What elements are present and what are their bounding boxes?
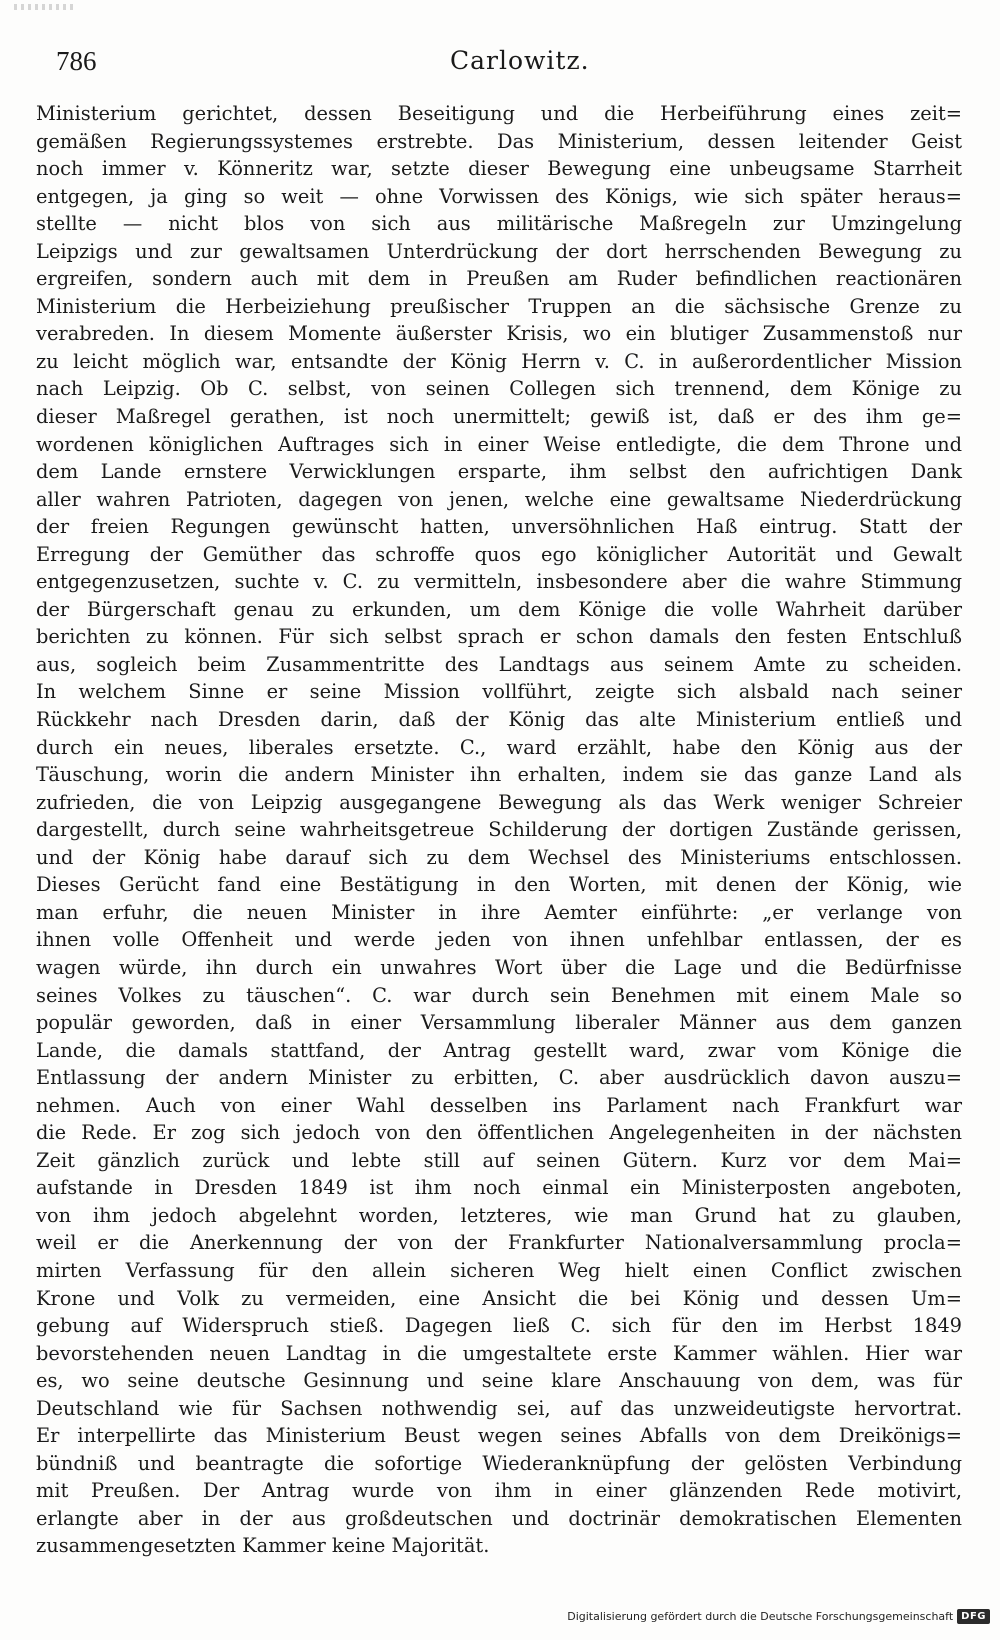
text-line: erlangte aber in der aus großdeutschen und doctrinär demokratischen Elementen bbox=[36, 1506, 962, 1530]
text-line: Erregung der Gemüther das schroffe quos ego königlicher Autorität und Gewalt bbox=[36, 542, 962, 566]
text-line: Täuschung, worin die andern Minister ihn erhalten, indem sie das ganze Land als bbox=[36, 763, 962, 787]
page-header bbox=[40, 42, 960, 82]
text-line: Ministerium die Herbeiziehung preußischer Truppen an die sächsische Grenze zu bbox=[36, 294, 962, 318]
text-line: stellte — nicht blos von sich aus militärische Maßregeln zur Umzingelung bbox=[36, 212, 962, 236]
text-line: ihnen volle Offenheit und werde jeden von ihnen unfehlbar entlassen, der es bbox=[36, 928, 962, 952]
text-line: wordenen königlichen Auftrages sich in einer Weise entledigte, die dem Throne und bbox=[36, 432, 962, 456]
body-text bbox=[36, 100, 962, 1560]
text-line: entgegenzusetzen, suchte v. C. zu vermitteln, insbesondere aber die wahre Stimmung bbox=[36, 570, 962, 594]
text-line: noch immer v. Könneritz war, setzte dieser Bewegung eine unbeugsame Starrheit bbox=[36, 157, 962, 181]
text-line: wagen würde, ihn durch ein unwahres Wort über die Lage und die Bedürfnisse bbox=[36, 955, 962, 979]
text-line: entgegen, ja ging so weit — ohne Vorwissen des Königs, wie sich später heraus= bbox=[36, 184, 962, 208]
text-line: es, wo seine deutsche Gesinnung und seine klare Anschauung von dem, was für bbox=[36, 1369, 962, 1393]
text-line: aufstande in Dresden 1849 ist ihm noch einmal ein Ministerposten angeboten, bbox=[36, 1176, 962, 1200]
text-line: der Bürgerschaft genau zu erkunden, um dem Könige die volle Wahrheit darüber bbox=[36, 597, 962, 621]
text-line: und der König habe darauf sich zu dem Wechsel des Ministeriums entschlossen. bbox=[36, 845, 962, 869]
text-line: mirten Verfassung für den allein sicheren Weg hielt einen Conflict zwischen bbox=[36, 1258, 962, 1282]
text-line: populär geworden, daß in einer Versammlung liberaler Männer aus dem ganzen bbox=[36, 1011, 962, 1035]
text-line: der freien Regungen gewünscht hatten, unversöhnlichen Haß eintrug. Statt der bbox=[36, 515, 962, 539]
text-line: aus, sogleich beim Zusammentritte des Landtags aus seinem Amte zu scheiden. bbox=[36, 652, 962, 676]
text-line: mit Preußen. Der Antrag wurde von ihm in einer glänzenden Rede motivirt, bbox=[36, 1479, 962, 1503]
text-line: weil er die Anerkennung der von der Frankfurter Nationalversammlung procla= bbox=[36, 1231, 962, 1255]
text-line: bevorstehenden neuen Landtag in die umgestaltete erste Kammer wählen. Hier war bbox=[36, 1341, 962, 1365]
text-line: gebung auf Widerspruch stieß. Dagegen ließ C. sich für den im Herbst 1849 bbox=[36, 1314, 962, 1338]
text-line: Deutschland wie für Sachsen nothwendig sei, auf das unzweideutigste hervortrat. bbox=[36, 1396, 962, 1420]
text-line: von ihm jedoch abgelehnt worden, letzteres, wie man Grund hat zu glauben, bbox=[36, 1203, 962, 1227]
text-line: Er interpellirte das Ministerium Beust wegen seines Abfalls von dem Dreikönigs= bbox=[36, 1424, 962, 1448]
text-line: Ministerium gerichtet, dessen Beseitigung und die Herbeiführung eines zeit= bbox=[36, 102, 962, 125]
text-line: Krone und Volk zu vermeiden, eine Ansicht die bei König und dessen Um= bbox=[36, 1286, 962, 1310]
text-line: berichten zu können. Für sich selbst sprach er schon damals den festen Entschluß bbox=[36, 625, 962, 649]
text-line: Rückkehr nach Dresden darin, daß der König das alte Ministerium entließ und bbox=[36, 708, 962, 732]
running-head: Carlowitz. bbox=[450, 46, 590, 75]
scan-artifact bbox=[14, 4, 74, 10]
text-line: zusammengesetzten Kammer keine Majorität. bbox=[36, 1534, 490, 1558]
text-line: gemäßen Regierungssystemes erstrebte. Das Ministerium, dessen leitender Geist bbox=[36, 129, 962, 153]
text-line: dem Lande ernstere Verwicklungen ersparte, ihm selbst den aufrichtigen Dank bbox=[36, 460, 962, 484]
text-line: seines Volkes zu täuschen“. C. war durch sein Benehmen mit einem Male so bbox=[36, 983, 962, 1007]
text-line: dieser Maßregel gerathen, ist noch unermittelt; gewiß ist, daß er des ihm ge= bbox=[36, 405, 962, 429]
text-line: Entlassung der andern Minister zu erbitten, C. aber ausdrücklich davon auszu= bbox=[36, 1066, 962, 1090]
text-line: Dieses Gerücht fand eine Bestätigung in den Worten, mit denen der König, wie bbox=[36, 873, 962, 897]
dfg-logo: DFG bbox=[957, 1609, 990, 1624]
text-line: bündniß und beantragte die sofortige Wiederanknüpfung der gelösten Verbindung bbox=[36, 1451, 962, 1475]
text-line: In welchem Sinne er seine Mission vollführt, zeigte sich alsbald nach seiner bbox=[36, 680, 962, 704]
text-line: Lande, die damals stattfand, der Antrag gestellt ward, zwar vom Könige die bbox=[36, 1038, 962, 1062]
text-line: verabreden. In diesem Momente äußerster Krisis, wo ein blutiger Zusammenstoß nur bbox=[36, 322, 962, 346]
text-line: zufrieden, die von Leipzig ausgegangene Bewegung als das Werk weniger Schreier bbox=[36, 790, 962, 814]
text-line: durch ein neues, liberales ersetzte. C., ward erzählt, habe den König aus der bbox=[36, 735, 962, 759]
page-number: 786 bbox=[56, 46, 97, 76]
text-line: ergreifen, sondern auch mit dem in Preußen am Ruder befindlichen reactionären bbox=[36, 267, 962, 291]
text-line: Zeit gänzlich zurück und lebte still auf seinen Gütern. Kurz vor dem Mai= bbox=[36, 1148, 962, 1172]
text-line: nehmen. Auch von einer Wahl desselben ins Parlament nach Frankfurt war bbox=[36, 1093, 962, 1117]
text-line: man erfuhr, die neuen Minister in ihre Aemter einführte: „er verlange von bbox=[36, 900, 962, 924]
text-line: nach Leipzig. Ob C. selbst, von seinen Collegen sich trennend, dem Könige zu bbox=[36, 377, 962, 401]
text-line: Leipzigs und zur gewaltsamen Unterdrückung der dort herrschenden Bewegung zu bbox=[36, 239, 962, 263]
digitization-credit bbox=[567, 1606, 990, 1626]
credit-text: Digitalisierung gefördert durch die Deutsche Forschungsgemeinschaft bbox=[567, 1609, 954, 1623]
text-line: dargestellt, durch seine wahrheitsgetreue Schilderung der dortigen Zustände gerissen, bbox=[36, 818, 962, 842]
text-line: zu leicht möglich war, entsandte der König Herrn v. C. in außerordentlicher Mission bbox=[36, 349, 962, 373]
text-line: aller wahren Patrioten, dagegen von jenen, welche eine gewaltsame Niederdrückung bbox=[36, 487, 962, 511]
text-line: die Rede. Er zog sich jedoch von den öffentlichen Angelegenheiten in der nächsten bbox=[36, 1121, 962, 1145]
